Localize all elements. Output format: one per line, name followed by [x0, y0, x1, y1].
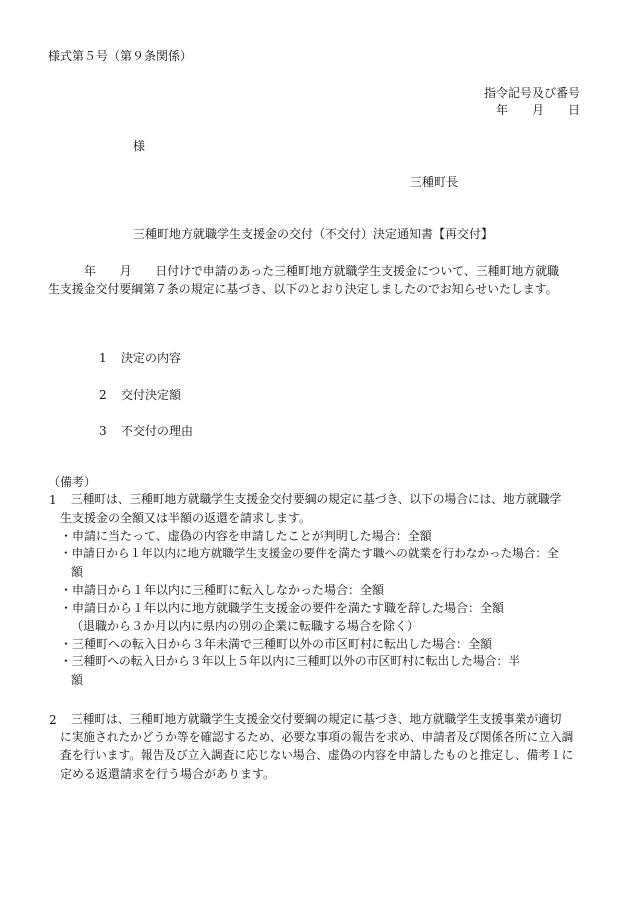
note-2-line-4: 定める返還請求を行う場合があります。 — [60, 767, 276, 781]
note-1-bullet-2-cont: 額 — [71, 565, 84, 579]
code-number-label: 指令記号及び番号 — [483, 86, 580, 100]
item-3-number: 3 — [99, 424, 107, 438]
item-1-number: 1 — [99, 351, 107, 365]
note-1-bullet-6: ・三種町への転入日から３年以上５年以内に三種町以外の市区町村に転出した場合：半 — [60, 654, 521, 668]
note-1-bullet-4: ・申請日から１年以内に地方就職学生支援金の要件を満たす職を辞した場合：全額 — [60, 601, 505, 615]
note-2-line-1: 三種町は、三種町地方就職学生支援金交付要綱の規定に基づき、地方就職学生支援事業が適切 — [71, 712, 562, 726]
intro-line-2: 生支援金交付要綱第７条の規定に基づき、以下のとおり決定しましたのでお知らせいたします。 — [48, 282, 558, 296]
date-label: 年 月 日 — [495, 103, 580, 117]
document-title: 三種町地方就職学生支援金の交付（不交付）決定通知書【再交付】 — [133, 227, 494, 241]
note-1-bullet-2: ・申請日から１年以内に地方就職学生支援金の要件を満たす職への就業を行わなかった場合：全 — [60, 546, 559, 560]
form-number: 様式第５号（第９条関係） — [48, 49, 193, 63]
note-2-number: 2 — [49, 713, 57, 727]
item-2-number: 2 — [99, 388, 107, 402]
intro-line-1: 年 月 日付けで申請のあった三種町地方就職学生支援金について、三種町地方就職 — [84, 264, 560, 278]
note-2-line-2: に実施されたかどうか等を確認するため、必要な事項の報告を求め、申請者及び関係各所に立入調 — [60, 730, 574, 744]
note-1-bullet-6-cont: 額 — [71, 673, 84, 687]
note-1-number: 1 — [49, 493, 57, 507]
note-1-line-2: 生支援金の全額又は半額の返還を請求します。 — [60, 511, 312, 525]
sender: 三種町長 — [410, 175, 459, 189]
item-2-label: 交付決定額 — [121, 388, 182, 402]
note-1-bullet-3: ・申請日から１年以内に三種町に転入しなかった場合：全額 — [60, 583, 385, 597]
item-1-label: 決定の内容 — [121, 351, 182, 365]
note-1-line-1: 三種町は、三種町地方就職学生支援金交付要綱の規定に基づき、以下の場合には、地方就職学 — [71, 492, 562, 506]
item-3-label: 不交付の理由 — [121, 424, 194, 438]
notes-heading: （備考） — [48, 475, 97, 489]
recipient-suffix: 様 — [133, 139, 146, 153]
note-1-bullet-1: ・申請に当たって、虚偽の内容を申請したことが判明した場合：全額 — [60, 529, 432, 543]
note-1-bullet-5: ・三種町への転入日から３年未満で三種町以外の市区町村に転出した場合：全額 — [60, 637, 493, 651]
note-1-bullet-4-cont: （退職から３か月以内に県内の別の企業に転職する場合を除く） — [71, 619, 420, 633]
note-2-line-3: 査を行います。報告及び立入調査に応じない場合、虚偽の内容を申請したものと推定し、備考１に — [60, 748, 574, 762]
